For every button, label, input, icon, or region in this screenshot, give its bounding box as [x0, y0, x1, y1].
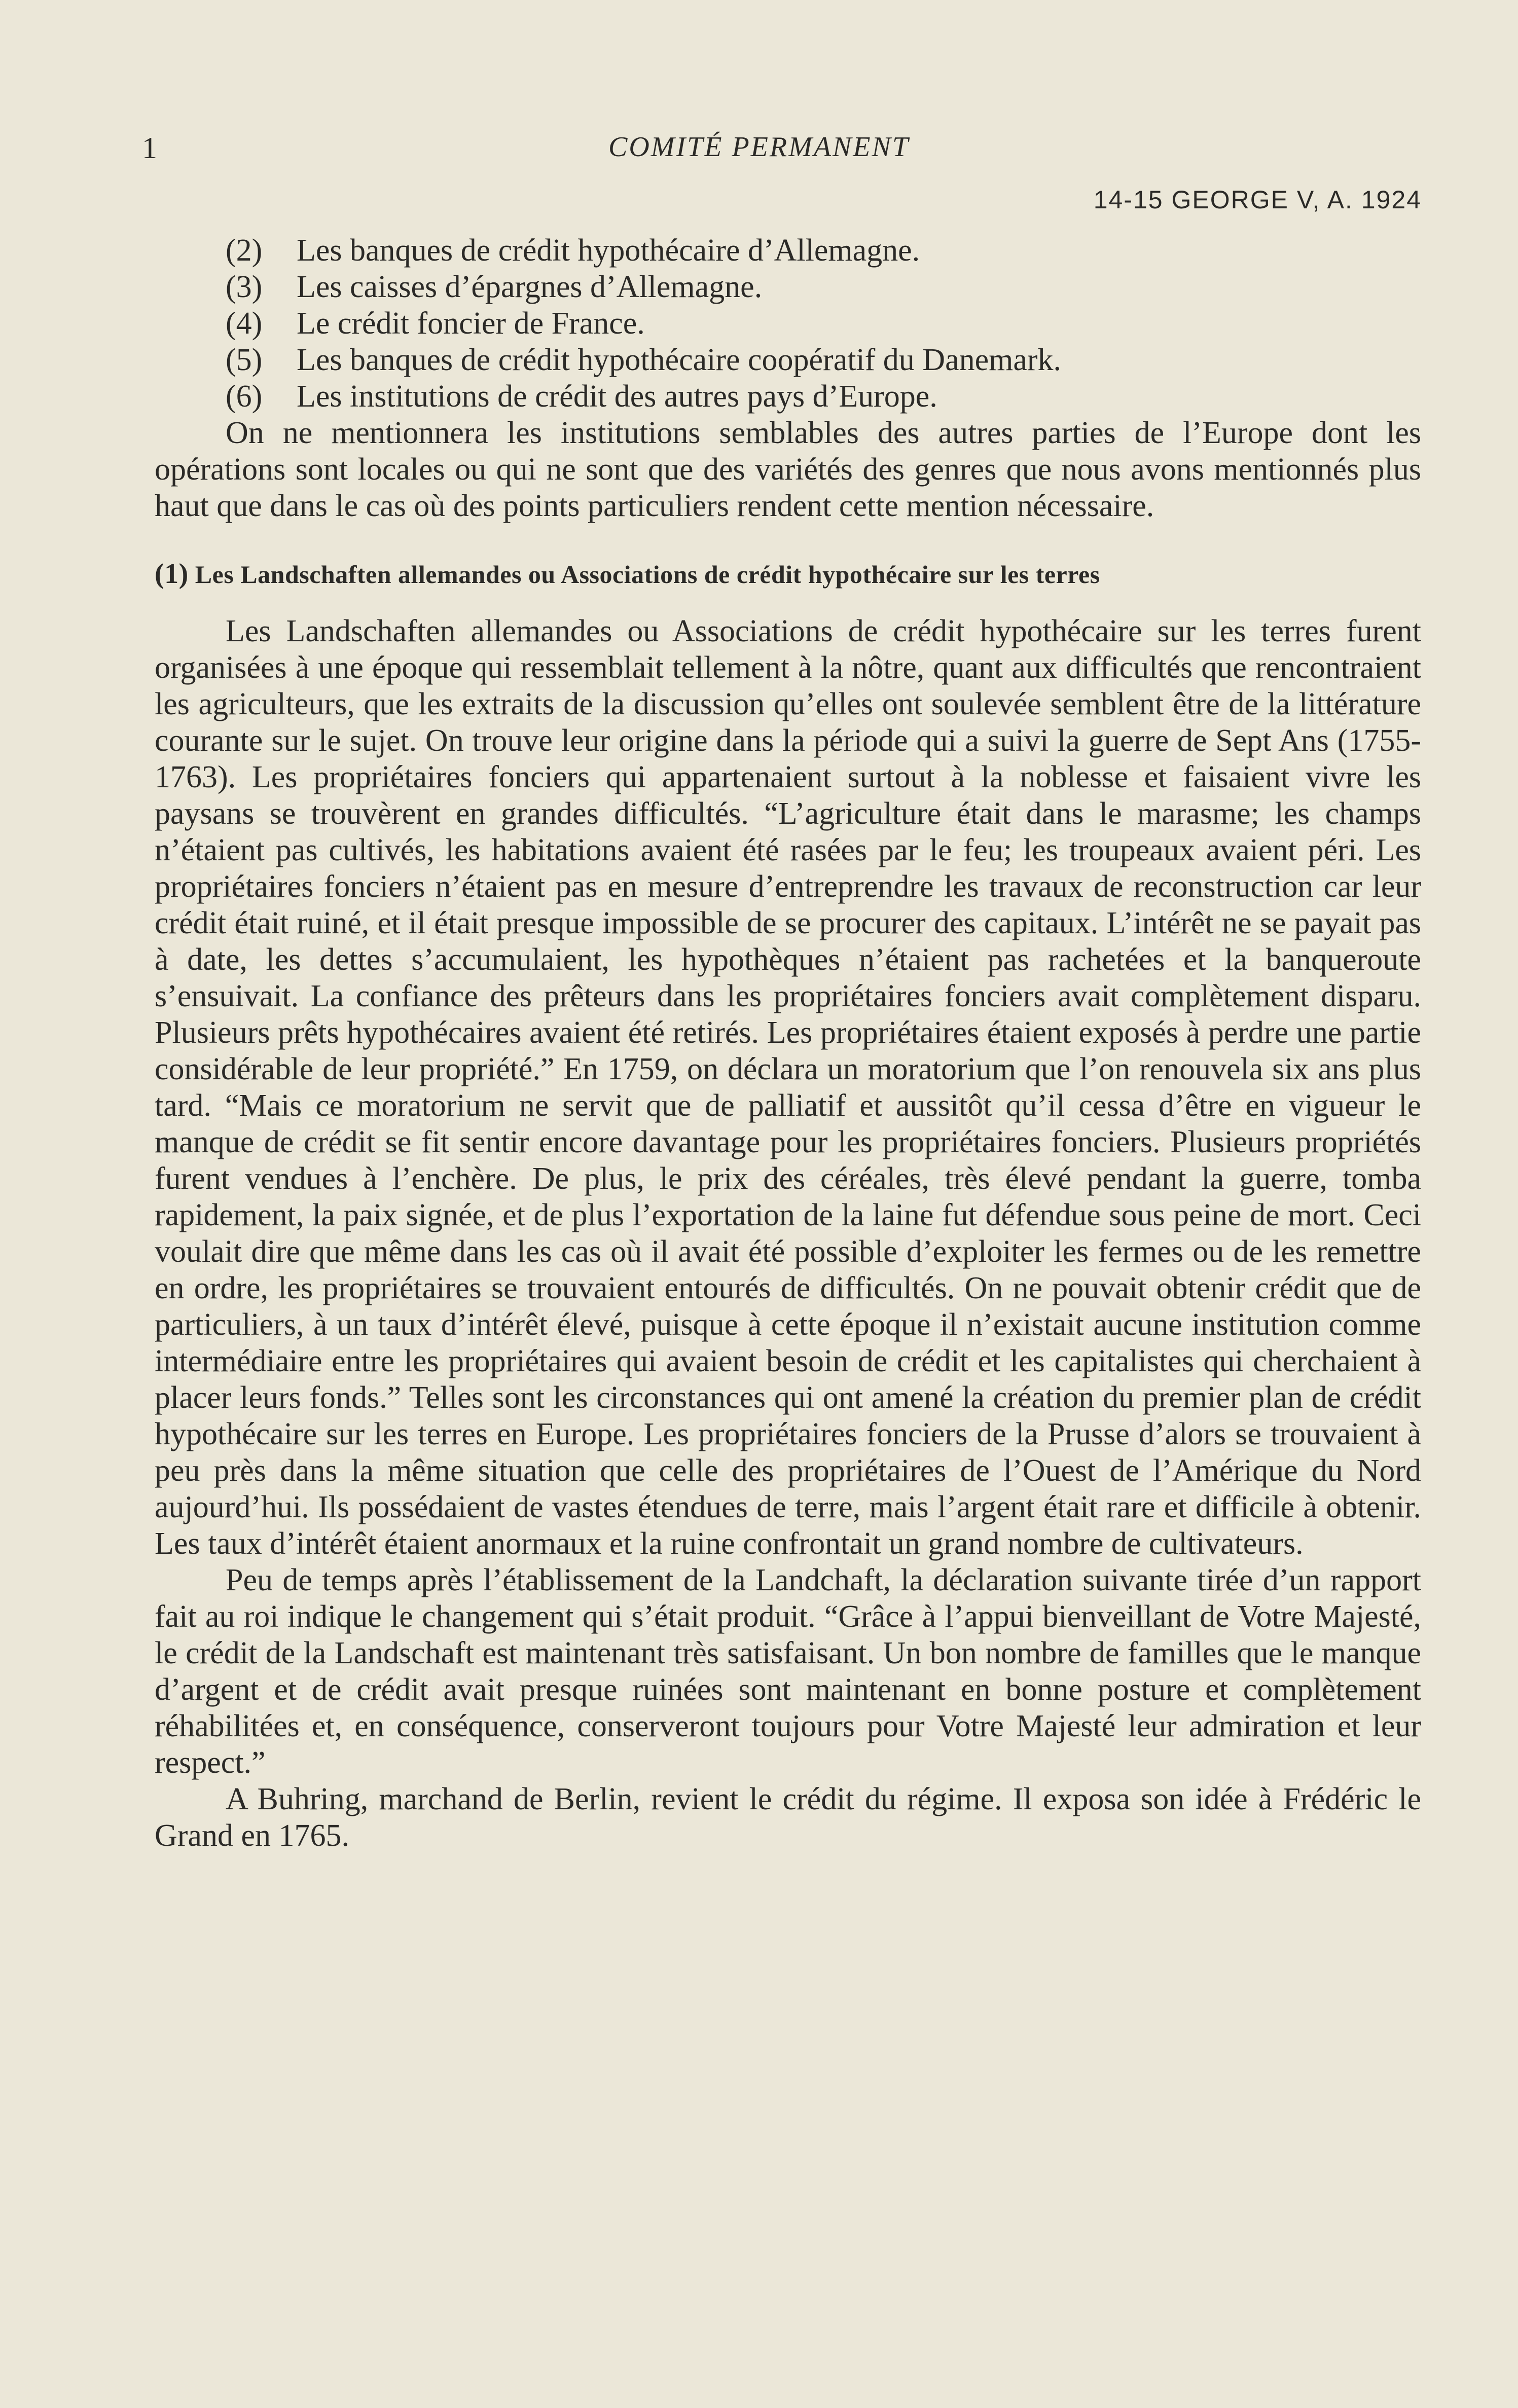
list-item [155, 269, 1421, 305]
list-item [155, 378, 1421, 415]
list-item-text: Le crédit foncier de France. [297, 306, 645, 341]
body-paragraph-3: A Buhring, marchand de Berlin, revient le crédit du régime. Il exposa son idée à Frédéric le Grand en 1765. [155, 1782, 1421, 1853]
list-item-number: (5) [226, 343, 263, 377]
body-paragraph-1: Les Landschaften allemandes ou Associations de crédit hypothécaire sur les terres furent organisées à une époque qui ressemblait tellement à la nôtre, quant aux difficultés que rencontraient les agriculteurs, que les extraits de la discussion qu’elles ont soulevée semblent être de la littérature courante sur le sujet. On trouve leur origine dans la période qui a suivi la guerre de Sept Ans (1755-1763). Les propriétaires fonciers qui appartenaient surtout à la noblesse et faisaient vivre les paysans se trouvèrent en grandes difficultés. “L’agriculture était dans le marasme; les champs n’étaient pas cultivés, les habitations avaient été rasées par le feu; les troupeaux avaient péri. Les propriétaires fonciers n’étaient pas en mesure d’entreprendre les travaux de reconstruction car leur crédit était ruiné, et il était presque impossible de se procurer des capitaux. L’intérêt ne se payait pas à date, les dettes s’accumulaient, les hypothèques n’étaient pas rachetées et la banqueroute s’ensuivait. La confiance des prêteurs dans les propriétaires fonciers avait complètement disparu. Plusieurs prêts hypothécaires avaient été retirés. Les propriétaires étaient exposés à perdre une partie considérable de leur propriété.” En 1759, on déclara un moratorium que l’on renouvela six ans plus tard. “Mais ce moratorium ne servit que de palliatif et aussitôt qu’il cessa d’être en vigueur le manque de crédit se fit sentir encore davantage pour les propriétaires fonciers. Plusieurs propriétés furent vendues à l’enchère. De plus, le prix des céréales, très élevé pendant la guerre, tomba rapidement, la paix signée, et de plus l’exportation de la laine fut défendue sous peine de mort. Ceci voulait dire que même dans les cas où il avait été possible d’exploiter les fermes ou de les remettre en ordre, les propriétaires se trouvaient entourés de difficultés. On ne pouvait obtenir crédit que de particuliers, à un taux d’intérêt élevé, puisque à cette époque il n’existait aucune institution comme intermédiaire entre les propriétaires qui avaient besoin de crédit et les capitalistes qui cherchaient à placer leurs fonds.” Telles sont les circonstances qui ont amené la création du premier plan de crédit hypothécaire sur les terres en Europe. Les propriétaires fonciers de la Prusse d’alors se trouvaient à peu près dans la même situation que celle des propriétaires de l’Ouest de l’Amérique du Nord aujourd’hui. Ils possédaient de vastes étendues de terre, mais l’argent était rare et difficile à obtenir. Les taux d’intérêt étaient anormaux et la ruine confrontait un grand nombre de cultivateurs. [155, 614, 1421, 1561]
page-number: 1 [142, 131, 157, 165]
list-item [155, 342, 1421, 378]
list-item [155, 232, 1421, 269]
institution-list [155, 232, 1421, 415]
list-item-text: Les banques de crédit hypothécaire d’Allemagne. [297, 233, 920, 268]
section-heading-text: Les Landschaften allemandes ou Associations de crédit hypothécaire sur les terres [195, 560, 1100, 589]
session-label: 14-15 GEORGE V, A. 1924 [1093, 186, 1422, 214]
list-item-number: (2) [226, 233, 263, 268]
list-item-text: Les institutions de crédit des autres pays d’Europe. [297, 379, 937, 414]
list-item-text: Les caisses d’épargnes d’Allemagne. [297, 270, 763, 304]
running-title: COMITÉ PERMANENT [608, 131, 910, 163]
list-item-number: (3) [226, 270, 263, 304]
list-item [155, 305, 1421, 342]
intro-paragraph: On ne mentionnera les institutions semblables des autres parties de l’Europe dont les opérations sont locales ou qui ne sont que des variétés des genres que nous avons mentionnés plus haut que dans le cas où des points particuliers rendent cette mention nécessaire. [155, 416, 1421, 523]
body-paragraph-2: Peu de temps après l’établissement de la Landchaft, la déclaration suivante tirée d’un rapport fait au roi indique le changement qui s’était produit. “Grâce à l’appui bienveillant de Votre Majesté, le crédit de la Landschaft est maintenant très satisfaisant. Un bon nombre de familles que le manque d’argent et de crédit avait presque ruinées sont maintenant en bonne posture et complètement réhabilitées et, en conséquence, conserveront toujours pour Votre Majesté leur admiration et leur respect.” [155, 1563, 1421, 1780]
list-item-text: Les banques de crédit hypothécaire coopératif du Danemark. [297, 343, 1062, 377]
section-heading [155, 556, 1421, 593]
section-heading-number: (1) [155, 558, 189, 590]
list-item-number: (4) [226, 306, 263, 341]
document-body [155, 232, 1421, 1854]
list-item-number: (6) [226, 379, 263, 414]
